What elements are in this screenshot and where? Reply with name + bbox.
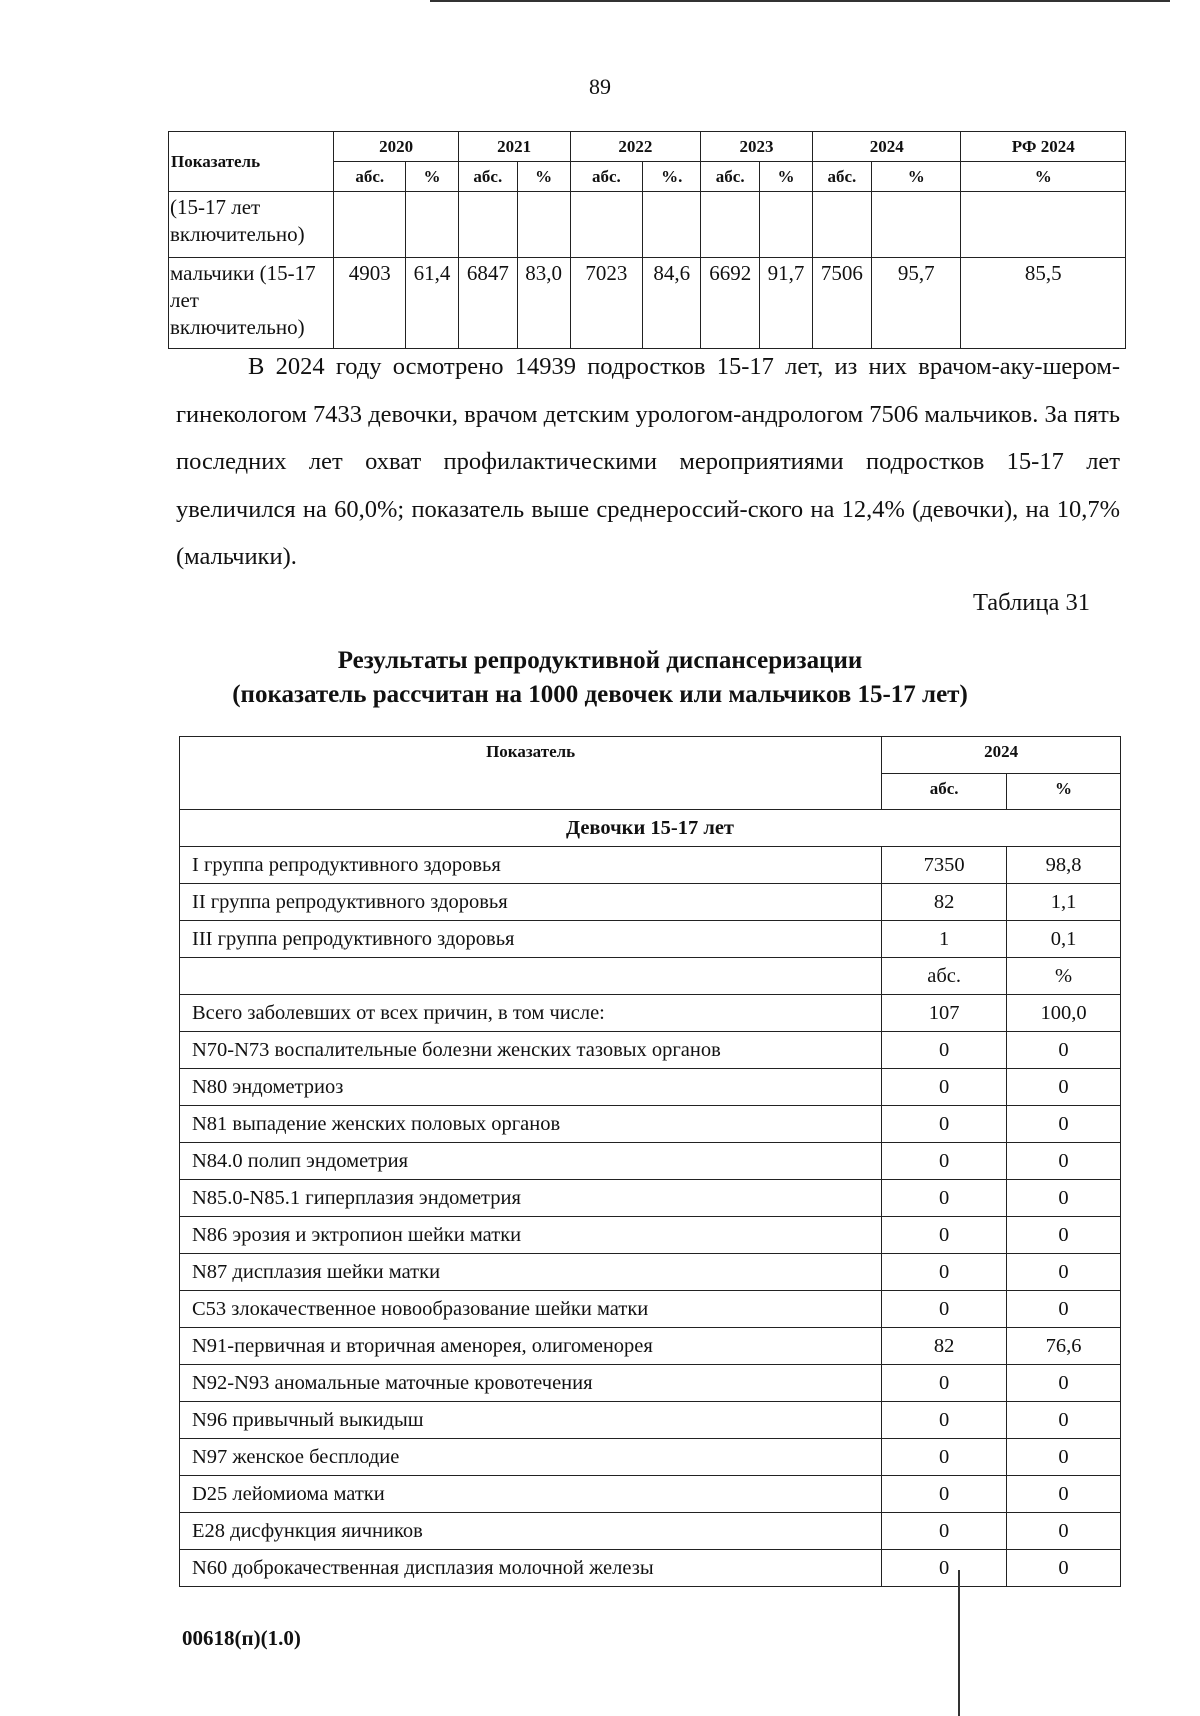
value-pct: 0 <box>1007 1180 1121 1217</box>
row-label: N84.0 полип эндометрия <box>180 1143 882 1180</box>
header-rf: РФ 2024 <box>961 132 1126 162</box>
cell <box>334 192 406 258</box>
header-year: 2024 <box>882 737 1121 774</box>
row-label: N92-N93 аномальные маточные кровотечения <box>180 1365 882 1402</box>
header-year: 2022 <box>570 132 701 162</box>
header-year: 2021 <box>458 132 570 162</box>
cell: 7506 <box>812 258 871 349</box>
value-pct: 0 <box>1007 1217 1121 1254</box>
subheader-rf: % <box>961 162 1126 192</box>
table-row <box>180 995 1121 1032</box>
value-abs: 0 <box>882 1143 1007 1180</box>
header-year: 2024 <box>812 132 961 162</box>
cell <box>701 192 760 258</box>
value-pct: 76,6 <box>1007 1328 1121 1365</box>
document-code: 00618(п)(1.0) <box>182 1626 301 1650</box>
subheader: абс. <box>570 162 643 192</box>
paragraph-text: В 2024 году осмотрено 14939 подростков 15-17 лет, из них врачом-аку-шером-гинекологом 7433 девочки, врачом детским урологом-андрологом 7506 мальчиков. За пять последних лет охват профилактическими мероприятиями подростков 15-17 лет увеличился на 60,0%; показатель выше среднероссий-ского на 12,4% (девочки), на 10,7% (мальчики). <box>176 353 1120 570</box>
value-abs: 0 <box>882 1439 1007 1476</box>
row-label: C53 злокачественное новообразование шейки матки <box>180 1291 882 1328</box>
cell <box>871 192 961 258</box>
header-year: 2020 <box>334 132 458 162</box>
cell <box>406 192 459 258</box>
table-row <box>180 1032 1121 1069</box>
table-row <box>180 1365 1121 1402</box>
header-row-years <box>169 132 1126 162</box>
value-abs: 107 <box>882 995 1007 1032</box>
coverage-table <box>168 131 1126 349</box>
row-label: III группа репродуктивного здоровья <box>180 921 882 958</box>
value-pct: 0 <box>1007 1402 1121 1439</box>
table-row <box>180 1328 1121 1365</box>
row-label: N70-N73 воспалительные болезни женских тазовых органов <box>180 1032 882 1069</box>
subheader-abs: абс. <box>882 774 1007 810</box>
subheader: % <box>760 162 813 192</box>
section-row <box>180 810 1121 847</box>
value-abs: 82 <box>882 1328 1007 1365</box>
header-indicator: Показатель <box>180 737 882 810</box>
table-row <box>180 1254 1121 1291</box>
cell <box>458 192 517 258</box>
value-abs: 0 <box>882 1402 1007 1439</box>
row-label: E28 дисфункция яичников <box>180 1513 882 1550</box>
value-pct: 0 <box>1007 1365 1121 1402</box>
value-abs: 0 <box>882 1254 1007 1291</box>
top-border-line <box>430 0 1170 2</box>
value-abs: 7350 <box>882 847 1007 884</box>
repeat-header-row <box>180 958 1121 995</box>
table-row <box>180 1402 1121 1439</box>
cell: 4903 <box>334 258 406 349</box>
value-abs: 1 <box>882 921 1007 958</box>
subheader: абс. <box>812 162 871 192</box>
row-label: I группа репродуктивного здоровья <box>180 847 882 884</box>
cell-rf <box>961 192 1126 258</box>
row-label: N87 дисплазия шейки матки <box>180 1254 882 1291</box>
header-indicator: Показатель <box>169 132 334 192</box>
value-abs: 0 <box>882 1291 1007 1328</box>
table-row <box>180 1180 1121 1217</box>
row-label: N91-первичная и вторичная аменорея, олигоменорея <box>180 1328 882 1365</box>
row-label: мальчики (15-17 лет включительно) <box>169 258 334 349</box>
value-pct: 0 <box>1007 1143 1121 1180</box>
cell: 6692 <box>701 258 760 349</box>
row-label: N85.0-N85.1 гиперплазия эндометрия <box>180 1180 882 1217</box>
cell: 91,7 <box>760 258 813 349</box>
table-row <box>180 1217 1121 1254</box>
cell: 95,7 <box>871 258 961 349</box>
cell: 7023 <box>570 258 643 349</box>
page-number: 89 <box>589 74 611 99</box>
row-label: (15-17 лет включительно) <box>169 192 334 258</box>
cell <box>517 192 570 258</box>
table-row <box>169 192 1126 258</box>
table-row <box>180 921 1121 958</box>
cell: 83,0 <box>517 258 570 349</box>
row-label: II группа репродуктивного здоровья <box>180 884 882 921</box>
subheader-pct: % <box>1007 774 1121 810</box>
table-row <box>180 1439 1121 1476</box>
value-pct: 0 <box>1007 1513 1121 1550</box>
subheader: % <box>517 162 570 192</box>
value-abs: 0 <box>882 1069 1007 1106</box>
value-pct: 0 <box>1007 1476 1121 1513</box>
subheader: абс. <box>701 162 760 192</box>
value-abs: 82 <box>882 884 1007 921</box>
table-title <box>0 644 1200 712</box>
cell <box>570 192 643 258</box>
cell: 61,4 <box>406 258 459 349</box>
value-pct: 0 <box>1007 1291 1121 1328</box>
row-label: N80 эндометриоз <box>180 1069 882 1106</box>
header-row <box>180 737 1121 774</box>
value-pct: 0 <box>1007 1032 1121 1069</box>
row-label: N97 женское бесплодие <box>180 1439 882 1476</box>
value-pct: 98,8 <box>1007 847 1121 884</box>
table-row <box>180 847 1121 884</box>
cell: 84,6 <box>643 258 701 349</box>
value-pct: 0 <box>1007 1254 1121 1291</box>
empty-cell <box>180 958 882 995</box>
header-year: 2023 <box>701 132 813 162</box>
subheader: % <box>871 162 961 192</box>
cell: 6847 <box>458 258 517 349</box>
value-abs: 0 <box>882 1550 1007 1587</box>
table-row <box>180 884 1121 921</box>
value-abs: 0 <box>882 1513 1007 1550</box>
value-abs: 0 <box>882 1032 1007 1069</box>
subheader: абс. <box>458 162 517 192</box>
repeat-abs-label: абс. <box>882 958 1007 995</box>
row-label: D25 лейомиома матки <box>180 1476 882 1513</box>
cell <box>760 192 813 258</box>
value-abs: 0 <box>882 1476 1007 1513</box>
value-abs: 0 <box>882 1217 1007 1254</box>
margin-line <box>958 1570 960 1716</box>
value-abs: 0 <box>882 1365 1007 1402</box>
value-pct: 100,0 <box>1007 995 1121 1032</box>
row-label: N60 доброкачественная дисплазия молочной железы <box>180 1550 882 1587</box>
title-line: Результаты репродуктивной диспансеризации <box>337 647 863 674</box>
title-line: (показатель рассчитан на 1000 девочек или мальчиков 15-17 лет) <box>232 681 968 708</box>
results-table <box>179 736 1121 1587</box>
table-row <box>180 1550 1121 1587</box>
table-row <box>180 1291 1121 1328</box>
row-label: N86 эрозия и эктропион шейки матки <box>180 1217 882 1254</box>
value-pct: 0 <box>1007 1550 1121 1587</box>
subheader: %. <box>643 162 701 192</box>
table-row <box>169 258 1126 349</box>
subheader: абс. <box>334 162 406 192</box>
table-row <box>180 1069 1121 1106</box>
table-row <box>180 1476 1121 1513</box>
row-label: N81 выпадение женских половых органов <box>180 1106 882 1143</box>
section-title: Девочки 15-17 лет <box>180 810 1121 847</box>
row-label: Всего заболевших от всех причин, в том числе: <box>180 995 882 1032</box>
value-pct: 1,1 <box>1007 884 1121 921</box>
body-paragraph <box>176 343 1120 581</box>
table-row <box>180 1143 1121 1180</box>
cell-rf: 85,5 <box>961 258 1126 349</box>
table-row <box>180 1513 1121 1550</box>
value-pct: 0 <box>1007 1439 1121 1476</box>
value-pct: 0 <box>1007 1069 1121 1106</box>
cell <box>812 192 871 258</box>
repeat-pct-label: % <box>1007 958 1121 995</box>
value-abs: 0 <box>882 1180 1007 1217</box>
row-label: N96 привычный выкидыш <box>180 1402 882 1439</box>
table-row <box>180 1106 1121 1143</box>
value-pct: 0,1 <box>1007 921 1121 958</box>
table-caption: Таблица 31 <box>972 589 1090 616</box>
value-pct: 0 <box>1007 1106 1121 1143</box>
subheader: % <box>406 162 459 192</box>
value-abs: 0 <box>882 1106 1007 1143</box>
cell <box>643 192 701 258</box>
